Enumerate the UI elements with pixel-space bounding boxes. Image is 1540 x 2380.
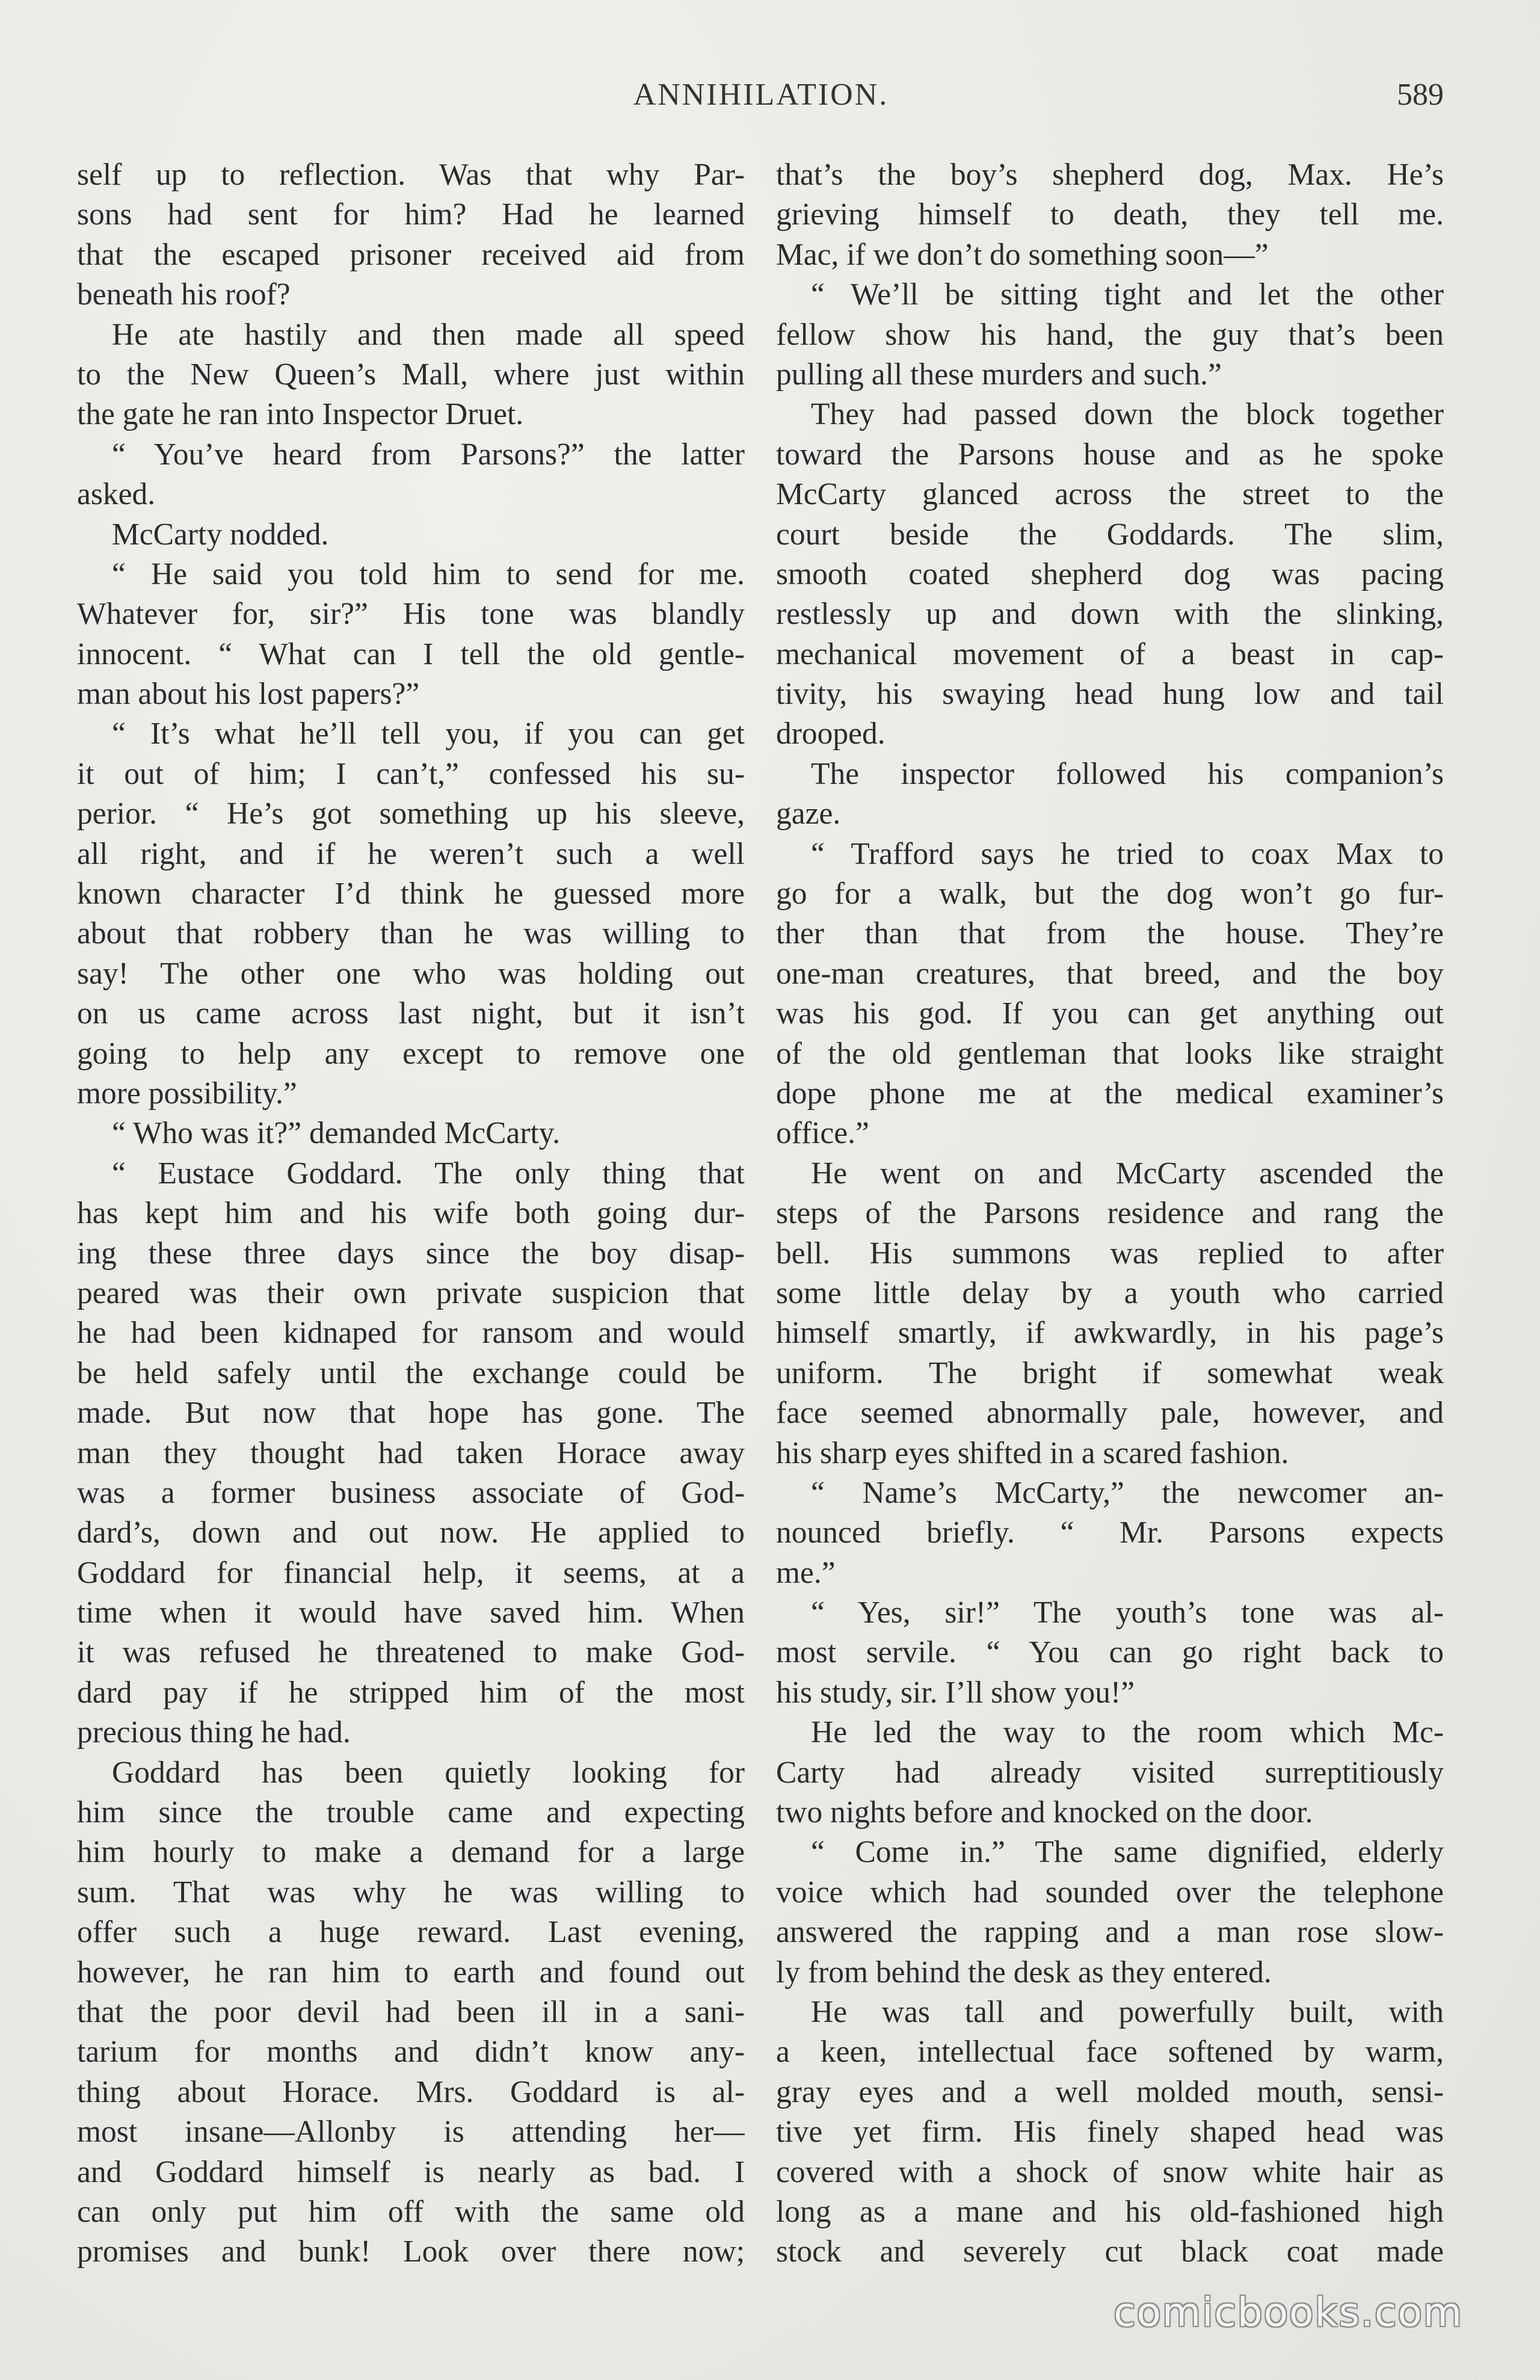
right-column-text-line: voice which had sounded over the telephone — [776, 1875, 1444, 1910]
right-column-text-line: drooped. — [776, 717, 886, 751]
left-column-text-line: about that robbery than he was willing to — [77, 916, 745, 951]
right-column-text-line: tivity, his swaying head hung low and tail — [776, 677, 1444, 712]
right-column-text-line: some little delay by a youth who carried — [776, 1275, 1444, 1310]
left-column-text-line: to the New Queen’s Mall, where just within — [77, 357, 745, 392]
left-column-text-line: He ate hastily and then made all speed — [112, 317, 745, 352]
right-column-text-line: nounced briefly. “ Mr. Parsons expects — [776, 1515, 1444, 1550]
left-column-text-line: Goddard has been quietly looking for — [112, 1755, 745, 1790]
right-column-text-line: office.” — [776, 1116, 869, 1151]
left-column-text-line: Goddard for financial help, it seems, at a — [77, 1555, 745, 1590]
left-column-text-line: dard pay if he stripped him of the most — [77, 1675, 745, 1710]
left-column-text-line: can only put him off with the same old — [77, 2194, 745, 2229]
right-column-text-line: “ We’ll be sitting tight and let the other — [811, 277, 1444, 312]
left-column-text-line: precious thing he had. — [77, 1715, 351, 1750]
left-column-text-line: McCarty nodded. — [112, 517, 329, 552]
left-column-text-line: tarium for months and didn’t know any- — [77, 2035, 745, 2070]
left-column-text-line: sons had sent for him? Had he learned — [77, 197, 745, 232]
left-column-text-line: promises and bunk! Look over there now; — [77, 2234, 745, 2269]
right-column-text-line: toward the Parsons house and as he spoke — [776, 437, 1444, 472]
right-column-text-line: pulling all these murders and such.” — [776, 357, 1222, 392]
left-column-text-line: known character I’d think he guessed more — [77, 877, 745, 911]
left-column-text-line: Whatever for, sir?” His tone was blandly — [77, 597, 745, 632]
left-column-text-line: beneath his roof? — [77, 277, 291, 312]
right-column-text-line: answered the rapping and a man rose slow- — [776, 1915, 1444, 1950]
left-column-text-line: dard’s, down and out now. He applied to — [77, 1515, 745, 1550]
right-column-text-line: himself smartly, if awkwardly, in his page’s — [776, 1316, 1444, 1351]
left-column-text-line: him since the trouble came and expecting — [77, 1795, 745, 1830]
left-column-text-line: say! The other one who was holding out — [77, 956, 745, 991]
left-column-text-line: made. But now that hope has gone. The — [77, 1396, 745, 1431]
right-column-text-line: me.” — [776, 1555, 836, 1590]
left-column-text-line: be held safely until the exchange could be — [77, 1355, 745, 1390]
left-column-text-line: that the escaped prisoner received aid from — [77, 237, 745, 272]
right-column-text-line: They had passed down the block together — [811, 397, 1444, 432]
right-column-text-line: two nights before and knocked on the door. — [776, 1795, 1313, 1830]
right-column-text-line: was his god. If you can get anything out — [776, 996, 1444, 1031]
right-column-text-line: mechanical movement of a beast in cap- — [776, 637, 1444, 671]
right-column-text-line: gray eyes and a well molded mouth, sensi- — [776, 2074, 1444, 2109]
right-column-text-line: uniform. The bright if somewhat weak — [776, 1355, 1444, 1390]
left-column-text-line: offer such a huge reward. Last evening, — [77, 1915, 745, 1950]
right-column-text-line: grieving himself to death, they tell me. — [776, 197, 1444, 232]
left-column-text-line: innocent. “ What can I tell the old gentle- — [77, 637, 745, 671]
right-column-text-line: Mac, if we don’t do something soon—” — [776, 237, 1269, 272]
left-column-text-line: was a former business associate of God- — [77, 1475, 745, 1510]
right-column-text-line: McCarty glanced across the street to the — [776, 477, 1444, 512]
page-number: 589 — [1397, 78, 1444, 112]
left-column-text-line: ing these three days since the boy disap- — [77, 1236, 745, 1271]
left-column-text-line: man about his lost papers?” — [77, 677, 420, 712]
right-column-text-line: restlessly up and down with the slinking, — [776, 597, 1444, 632]
right-column-text-line: The inspector followed his companion’s — [811, 756, 1444, 791]
left-column-text-line: going to help any except to remove one — [77, 1036, 745, 1071]
left-column-text-line: all right, and if he weren’t such a well — [77, 836, 745, 871]
right-column-text-line: his study, sir. I’ll show you!” — [776, 1675, 1135, 1710]
left-column-text-line: perior. “ He’s got something up his sleeve, — [77, 797, 745, 831]
right-column-text-line: smooth coated shepherd dog was pacing — [776, 556, 1444, 591]
left-column-text-line: it was refused he threatened to make God- — [77, 1635, 745, 1670]
left-column-text-line: asked. — [77, 477, 156, 512]
right-column-text-line: go for a walk, but the dog won’t go fur- — [776, 877, 1444, 911]
left-column-text-line: time when it would have saved him. When — [77, 1595, 745, 1630]
right-column-text-line: “ Name’s McCarty,” the newcomer an- — [811, 1475, 1444, 1510]
left-text-column — [77, 155, 745, 2272]
right-column-text-line: one-man creatures, that breed, and the boy — [776, 956, 1444, 991]
right-column-text-line: “ Yes, sir!” The youth’s tone was al- — [811, 1595, 1444, 1630]
left-column-text-line: “ He said you told him to send for me. — [112, 556, 745, 591]
right-column-text-line: fellow show his hand, the guy that’s been — [776, 317, 1444, 352]
right-column-text-line: of the old gentleman that looks like straight — [776, 1036, 1444, 1071]
right-column-text-line: Carty had already visited surreptitiously — [776, 1755, 1444, 1790]
right-column-text-line: ther than that from the house. They’re — [776, 916, 1444, 951]
right-column-text-line: his sharp eyes shifted in a scared fashion. — [776, 1435, 1289, 1470]
right-column-text-line: a keen, intellectual face softened by warm, — [776, 2035, 1444, 2070]
right-text-column — [776, 155, 1444, 2272]
right-column-text-line: ly from behind the desk as they entered. — [776, 1955, 1272, 1990]
running-title: ANNIHILATION. — [633, 78, 889, 112]
running-header — [78, 77, 1444, 125]
left-column-text-line: that the poor devil had been ill in a sani- — [77, 1994, 745, 2029]
left-column-text-line: and Goddard himself is nearly as bad. I — [77, 2154, 745, 2189]
right-column-text-line: bell. His summons was replied to after — [776, 1236, 1444, 1271]
right-column-text-line: He went on and McCarty ascended the — [811, 1156, 1444, 1191]
right-column-text-line: He was tall and powerfully built, with — [811, 1994, 1444, 2029]
watermark-logo: comicbooks.com — [1113, 2289, 1463, 2335]
right-column-text-line: long as a mane and his old-fashioned high — [776, 2194, 1444, 2229]
left-column-text-line: him hourly to make a demand for a large — [77, 1835, 745, 1870]
right-column-text-line: face seemed abnormally pale, however, and — [776, 1396, 1444, 1431]
right-column-text-line: “ Come in.” The same dignified, elderly — [811, 1835, 1444, 1870]
right-column-text-line: court beside the Goddards. The slim, — [776, 517, 1444, 552]
left-column-text-line: most insane—Allonby is attending her— — [77, 2115, 745, 2150]
left-column-text-line: more possibility.” — [77, 1076, 297, 1111]
right-column-text-line: dope phone me at the medical examiner’s — [776, 1076, 1444, 1111]
left-column-text-line: however, he ran him to earth and found out — [77, 1955, 745, 1990]
right-column-text-line: covered with a shock of snow white hair as — [776, 2154, 1444, 2189]
left-column-text-line: it out of him; I can’t,” confessed his su- — [77, 756, 745, 791]
left-column-text-line: thing about Horace. Mrs. Goddard is al- — [77, 2074, 745, 2109]
left-column-text-line: on us came across last night, but it isn’t — [77, 996, 745, 1031]
right-column-text-line: “ Trafford says he tried to coax Max to — [811, 836, 1444, 871]
left-column-text-line: peared was their own private suspicion that — [77, 1275, 745, 1310]
right-column-text-line: stock and severely cut black coat made — [776, 2234, 1444, 2269]
left-column-text-line: “ Who was it?” demanded McCarty. — [112, 1116, 561, 1151]
right-column-text-line: most servile. “ You can go right back to — [776, 1635, 1444, 1670]
right-column-text-line: tive yet firm. His finely shaped head was — [776, 2115, 1444, 2150]
left-column-text-line: “ You’ve heard from Parsons?” the latter — [112, 437, 745, 472]
left-column-text-line: man they thought had taken Horace away — [77, 1435, 745, 1470]
left-column-text-line: “ It’s what he’ll tell you, if you can get — [112, 717, 745, 751]
left-column-text-line: has kept him and his wife both going dur- — [77, 1196, 745, 1231]
right-column-text-line: that’s the boy’s shepherd dog, Max. He’s — [776, 158, 1444, 192]
left-column-text-line: he had been kidnaped for ransom and would — [77, 1316, 745, 1351]
left-column-text-line: “ Eustace Goddard. The only thing that — [112, 1156, 745, 1191]
right-column-text-line: steps of the Parsons residence and rang the — [776, 1196, 1444, 1231]
left-column-text-line: the gate he ran into Inspector Druet. — [77, 397, 524, 432]
left-column-text-line: self up to reflection. Was that why Par- — [77, 158, 745, 192]
left-column-text-line: sum. That was why he was willing to — [77, 1875, 745, 1910]
right-column-text-line: gaze. — [776, 797, 841, 831]
right-column-text-line: He led the way to the room which Mc- — [811, 1715, 1444, 1750]
